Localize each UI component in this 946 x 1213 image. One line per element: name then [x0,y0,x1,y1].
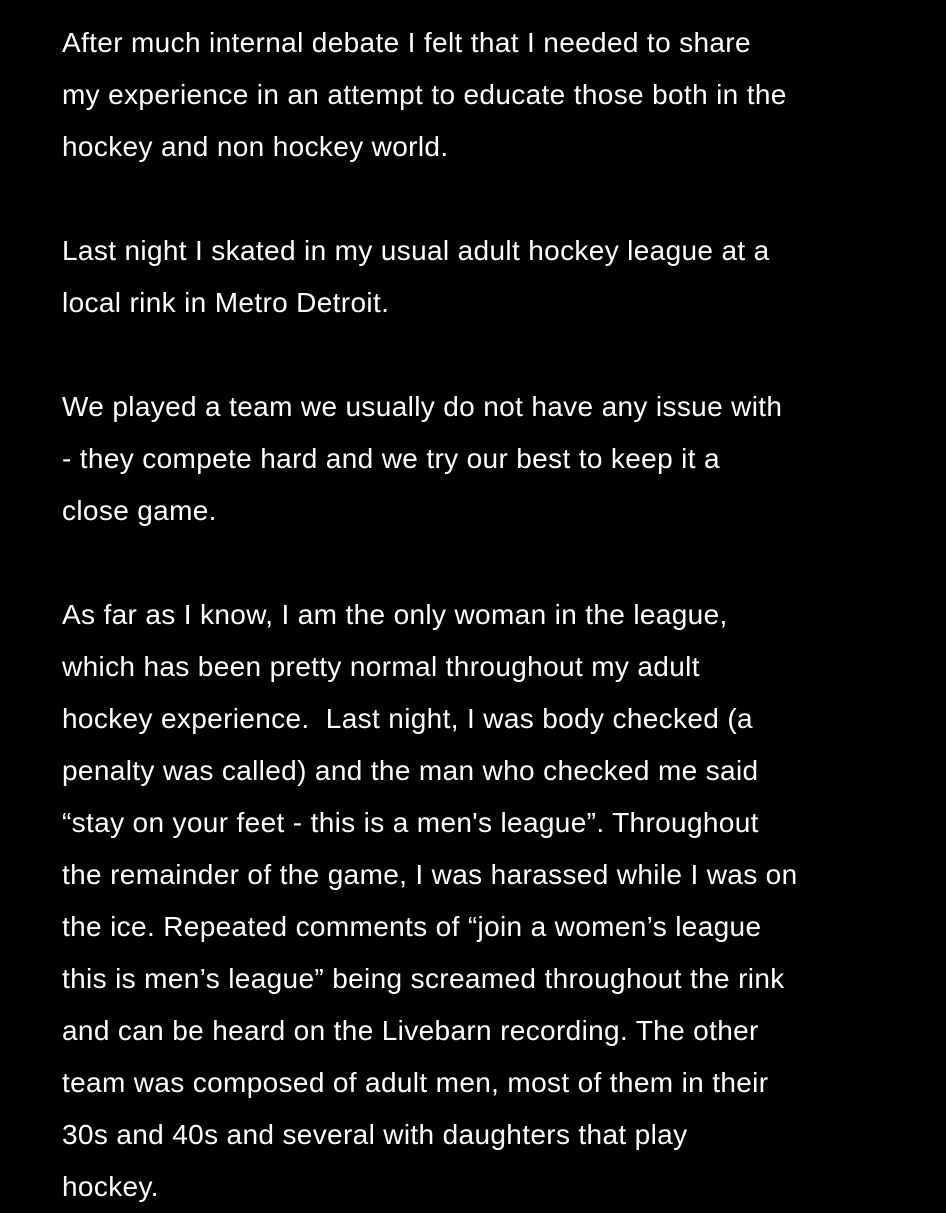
text-line: penalty was called) and the man who checked me said [62,755,759,786]
text-line: hockey. [62,1171,159,1202]
text-line: which has been pretty normal throughout my adult [62,651,700,682]
paragraph-spacer [62,329,922,381]
text-line: We played a team we usually do not have any issue with [62,391,783,422]
text-line: the ice. Repeated comments of “join a women’s league [62,911,762,942]
text-line: After much internal debate I felt that I needed to share [62,27,751,58]
paragraph-spacer [62,537,922,589]
note-body [62,17,922,1213]
text-line: and can be heard on the Livebarn recording. The other [62,1015,759,1046]
text-line: Last night I skated in my usual adult hockey league at a [62,235,770,266]
paragraph-4 [62,589,922,1213]
paragraph-1 [62,17,922,173]
paragraph-3 [62,381,922,537]
text-line: hockey and non hockey world. [62,131,449,162]
paragraph-spacer [62,173,922,225]
text-line: local rink in Metro Detroit. [62,287,390,318]
text-line: “stay on your feet - this is a men's league”. Throughout [62,807,759,838]
text-line: 30s and 40s and several with daughters that play [62,1119,688,1150]
text-line: hockey experience. Last night, I was body checked (a [62,703,753,734]
text-line: my experience in an attempt to educate those both in the [62,79,787,110]
text-line: - they compete hard and we try our best to keep it a [62,443,720,474]
text-line: close game. [62,495,217,526]
text-line: As far as I know, I am the only woman in the league, [62,599,728,630]
text-line: this is men’s league” being screamed throughout the rink [62,963,785,994]
text-line: team was composed of adult men, most of them in their [62,1067,769,1098]
text-line: the remainder of the game, I was harassed while I was on [62,859,798,890]
paragraph-2 [62,225,922,329]
